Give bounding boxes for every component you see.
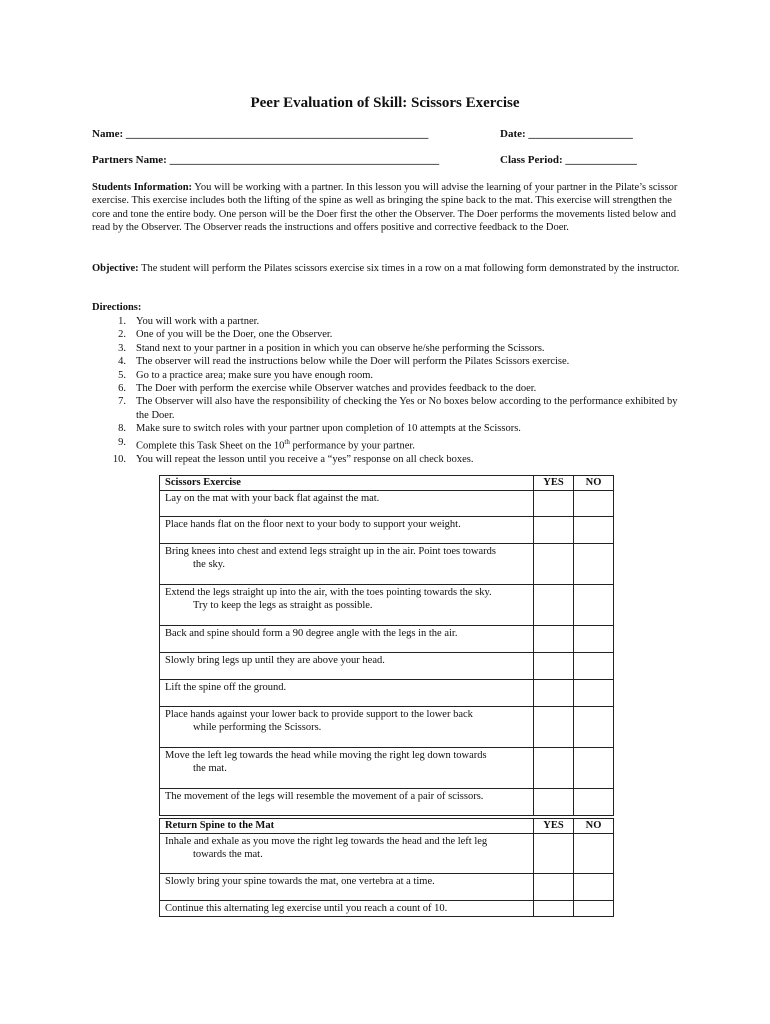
yes-checkbox[interactable] — [534, 653, 574, 680]
name-blank[interactable]: _______________________________________________________ — [125, 128, 429, 140]
yes-checkbox[interactable] — [534, 789, 574, 816]
criterion-cell — [160, 517, 534, 544]
date-label: Date: — [500, 128, 529, 140]
criterion-text: The movement of the legs will resemble the movement of a pair of scissors. — [165, 791, 484, 802]
list-item: 7. The Observer will also have the responsibility of checking the Yes or No boxes below according to the performance exhibited by the Doer. — [118, 396, 678, 421]
criterion-text: Slowly bring legs up until they are above your head. — [165, 655, 385, 666]
partners-name-field[interactable] — [92, 154, 439, 166]
criterion-cell — [160, 585, 534, 626]
partners-label: Partners Name: — [92, 154, 170, 166]
table-row — [160, 707, 614, 748]
table-row — [160, 491, 614, 517]
criterion-text: Move the left leg towards the head while moving the right leg down towards — [165, 750, 487, 761]
criterion-cell — [160, 874, 534, 901]
table-row — [160, 585, 614, 626]
criterion-text: Extend the legs straight up into the air, with the toes pointing towards the sky. — [165, 587, 492, 598]
no-checkbox[interactable] — [574, 517, 614, 544]
table-header-row — [160, 476, 614, 491]
objective — [92, 262, 684, 275]
criterion-text: Lift the spine off the ground. — [165, 682, 287, 693]
list-item: 3. Stand next to your partner in a position in which you can observe he/she performing the Scissors. — [118, 342, 545, 354]
students-info-label: Students Information: — [92, 182, 193, 193]
table-header-title: Return Spine to the Mat — [160, 819, 534, 834]
criterion-text: Lay on the mat with your back flat against the mat. — [165, 493, 380, 504]
criterion-text-continued: Try to keep the legs as straight as possible. — [193, 600, 373, 612]
criterion-cell — [160, 901, 534, 917]
date-blank[interactable]: ___________________ — [528, 128, 633, 140]
yes-checkbox[interactable] — [534, 834, 574, 874]
period-label: Class Period: — [500, 154, 566, 166]
no-checkbox[interactable] — [574, 491, 614, 517]
yes-checkbox[interactable] — [534, 680, 574, 707]
criterion-text-continued: the mat. — [193, 763, 227, 775]
criterion-cell — [160, 707, 534, 748]
no-checkbox[interactable] — [574, 901, 614, 917]
yes-checkbox[interactable] — [534, 874, 574, 901]
page-title: Peer Evaluation of Skill: Scissors Exercise — [250, 95, 520, 111]
criterion-text-continued: while performing the Scissors. — [193, 722, 322, 734]
yes-checkbox[interactable] — [534, 585, 574, 626]
no-checkbox[interactable] — [574, 585, 614, 626]
list-item: 6. The Doer with perform the exercise while Observer watches and provides feedback to the doer. — [118, 383, 537, 395]
no-column-header: NO — [574, 819, 614, 834]
criterion-cell — [160, 491, 534, 517]
criterion-text: Inhale and exhale as you move the right leg towards the head and the left leg — [165, 836, 488, 847]
no-checkbox[interactable] — [574, 789, 614, 816]
directions-list — [92, 315, 682, 466]
yes-checkbox[interactable] — [534, 707, 574, 748]
return-spine-table — [159, 818, 614, 917]
table-row — [160, 901, 614, 917]
period-blank[interactable]: _____________ — [565, 154, 637, 166]
no-checkbox[interactable] — [574, 626, 614, 653]
criterion-text: Back and spine should form a 90 degree angle with the legs in the air. — [165, 628, 458, 639]
yes-column-header: YES — [534, 819, 574, 834]
criterion-cell — [160, 834, 534, 874]
directions-heading: Directions: — [92, 302, 142, 313]
students-information — [92, 181, 684, 235]
date-field[interactable] — [500, 128, 633, 140]
table-row — [160, 517, 614, 544]
table-row — [160, 789, 614, 816]
no-column-header: NO — [574, 476, 614, 491]
criterion-cell — [160, 626, 534, 653]
criterion-text-continued: the sky. — [193, 559, 225, 571]
criterion-text: Place hands against your lower back to provide support to the lower back — [165, 709, 473, 720]
criterion-cell — [160, 544, 534, 585]
table-header-row — [160, 819, 614, 834]
students-info-text: You will be working with a partner. In this lesson you will advise the learning of your partner in the Pilate’s scissor exercise. This exercise includes both the lifting of the spine as well as bringing the spine back to the mat. This exercise will strengthen the core and tone the entire body. One person will be the Doer first the other the Observer. The Doer performs the movements listed below and read by the Observer. The Observer reads the instructions and offers positive and corrective feedback to the Doer. — [92, 182, 678, 234]
name-label: Name: — [92, 128, 126, 140]
criterion-text: Continue this alternating leg exercise until you reach a count of 10. — [165, 903, 448, 914]
table-row — [160, 834, 614, 874]
list-item: 4. The observer will read the instructions below while the Doer will perform the Pilates Scissors exercise. — [118, 356, 570, 368]
table-row — [160, 653, 614, 680]
criterion-text: Slowly bring your spine towards the mat, one vertebra at a time. — [165, 876, 435, 887]
objective-label: Objective: — [92, 263, 139, 274]
list-item: 1. You will work with a partner. — [118, 316, 260, 327]
no-checkbox[interactable] — [574, 874, 614, 901]
criterion-cell — [160, 789, 534, 816]
criterion-text-continued: towards the mat. — [193, 849, 263, 861]
yes-checkbox[interactable] — [534, 626, 574, 653]
no-checkbox[interactable] — [574, 680, 614, 707]
yes-checkbox[interactable] — [534, 544, 574, 585]
no-checkbox[interactable] — [574, 544, 614, 585]
class-period-field[interactable] — [500, 154, 637, 166]
scissors-exercise-table — [159, 475, 614, 816]
no-checkbox[interactable] — [574, 653, 614, 680]
list-item: 5. Go to a practice area; make sure you have enough room. — [118, 369, 374, 381]
criterion-text: Bring knees into chest and extend legs straight up in the air. Point toes towards — [165, 546, 496, 557]
no-checkbox[interactable] — [574, 834, 614, 874]
list-item: 9. Complete this Task Sheet on the 10th performance by your partner. — [118, 436, 415, 452]
name-field[interactable] — [92, 128, 428, 140]
yes-checkbox[interactable] — [534, 901, 574, 917]
criterion-cell — [160, 653, 534, 680]
partners-blank[interactable]: _________________________________________________ — [169, 154, 440, 166]
table-header-title: Scissors Exercise — [160, 476, 534, 491]
criterion-cell — [160, 680, 534, 707]
table-row — [160, 874, 614, 901]
list-item: 2. One of you will be the Doer, one the Observer. — [118, 329, 333, 341]
criterion-text: Place hands flat on the floor next to your body to support your weight. — [165, 519, 461, 530]
table-row — [160, 626, 614, 653]
yes-checkbox[interactable] — [534, 517, 574, 544]
yes-checkbox[interactable] — [534, 491, 574, 517]
no-checkbox[interactable] — [574, 748, 614, 789]
table-row — [160, 748, 614, 789]
yes-column-header: YES — [534, 476, 574, 491]
table-row — [160, 680, 614, 707]
objective-text: The student will perform the Pilates scissors exercise six times in a row on a mat following form demonstrated by the instructor. — [138, 263, 680, 274]
criterion-cell — [160, 748, 534, 789]
list-item: 8. Make sure to switch roles with your partner upon completion of 10 attempts at the Scissors. — [118, 423, 521, 435]
yes-checkbox[interactable] — [534, 748, 574, 789]
table-row — [160, 544, 614, 585]
no-checkbox[interactable] — [574, 707, 614, 748]
list-item: 10. You will repeat the lesson until you receive a “yes” response on all check boxes. — [112, 453, 474, 465]
